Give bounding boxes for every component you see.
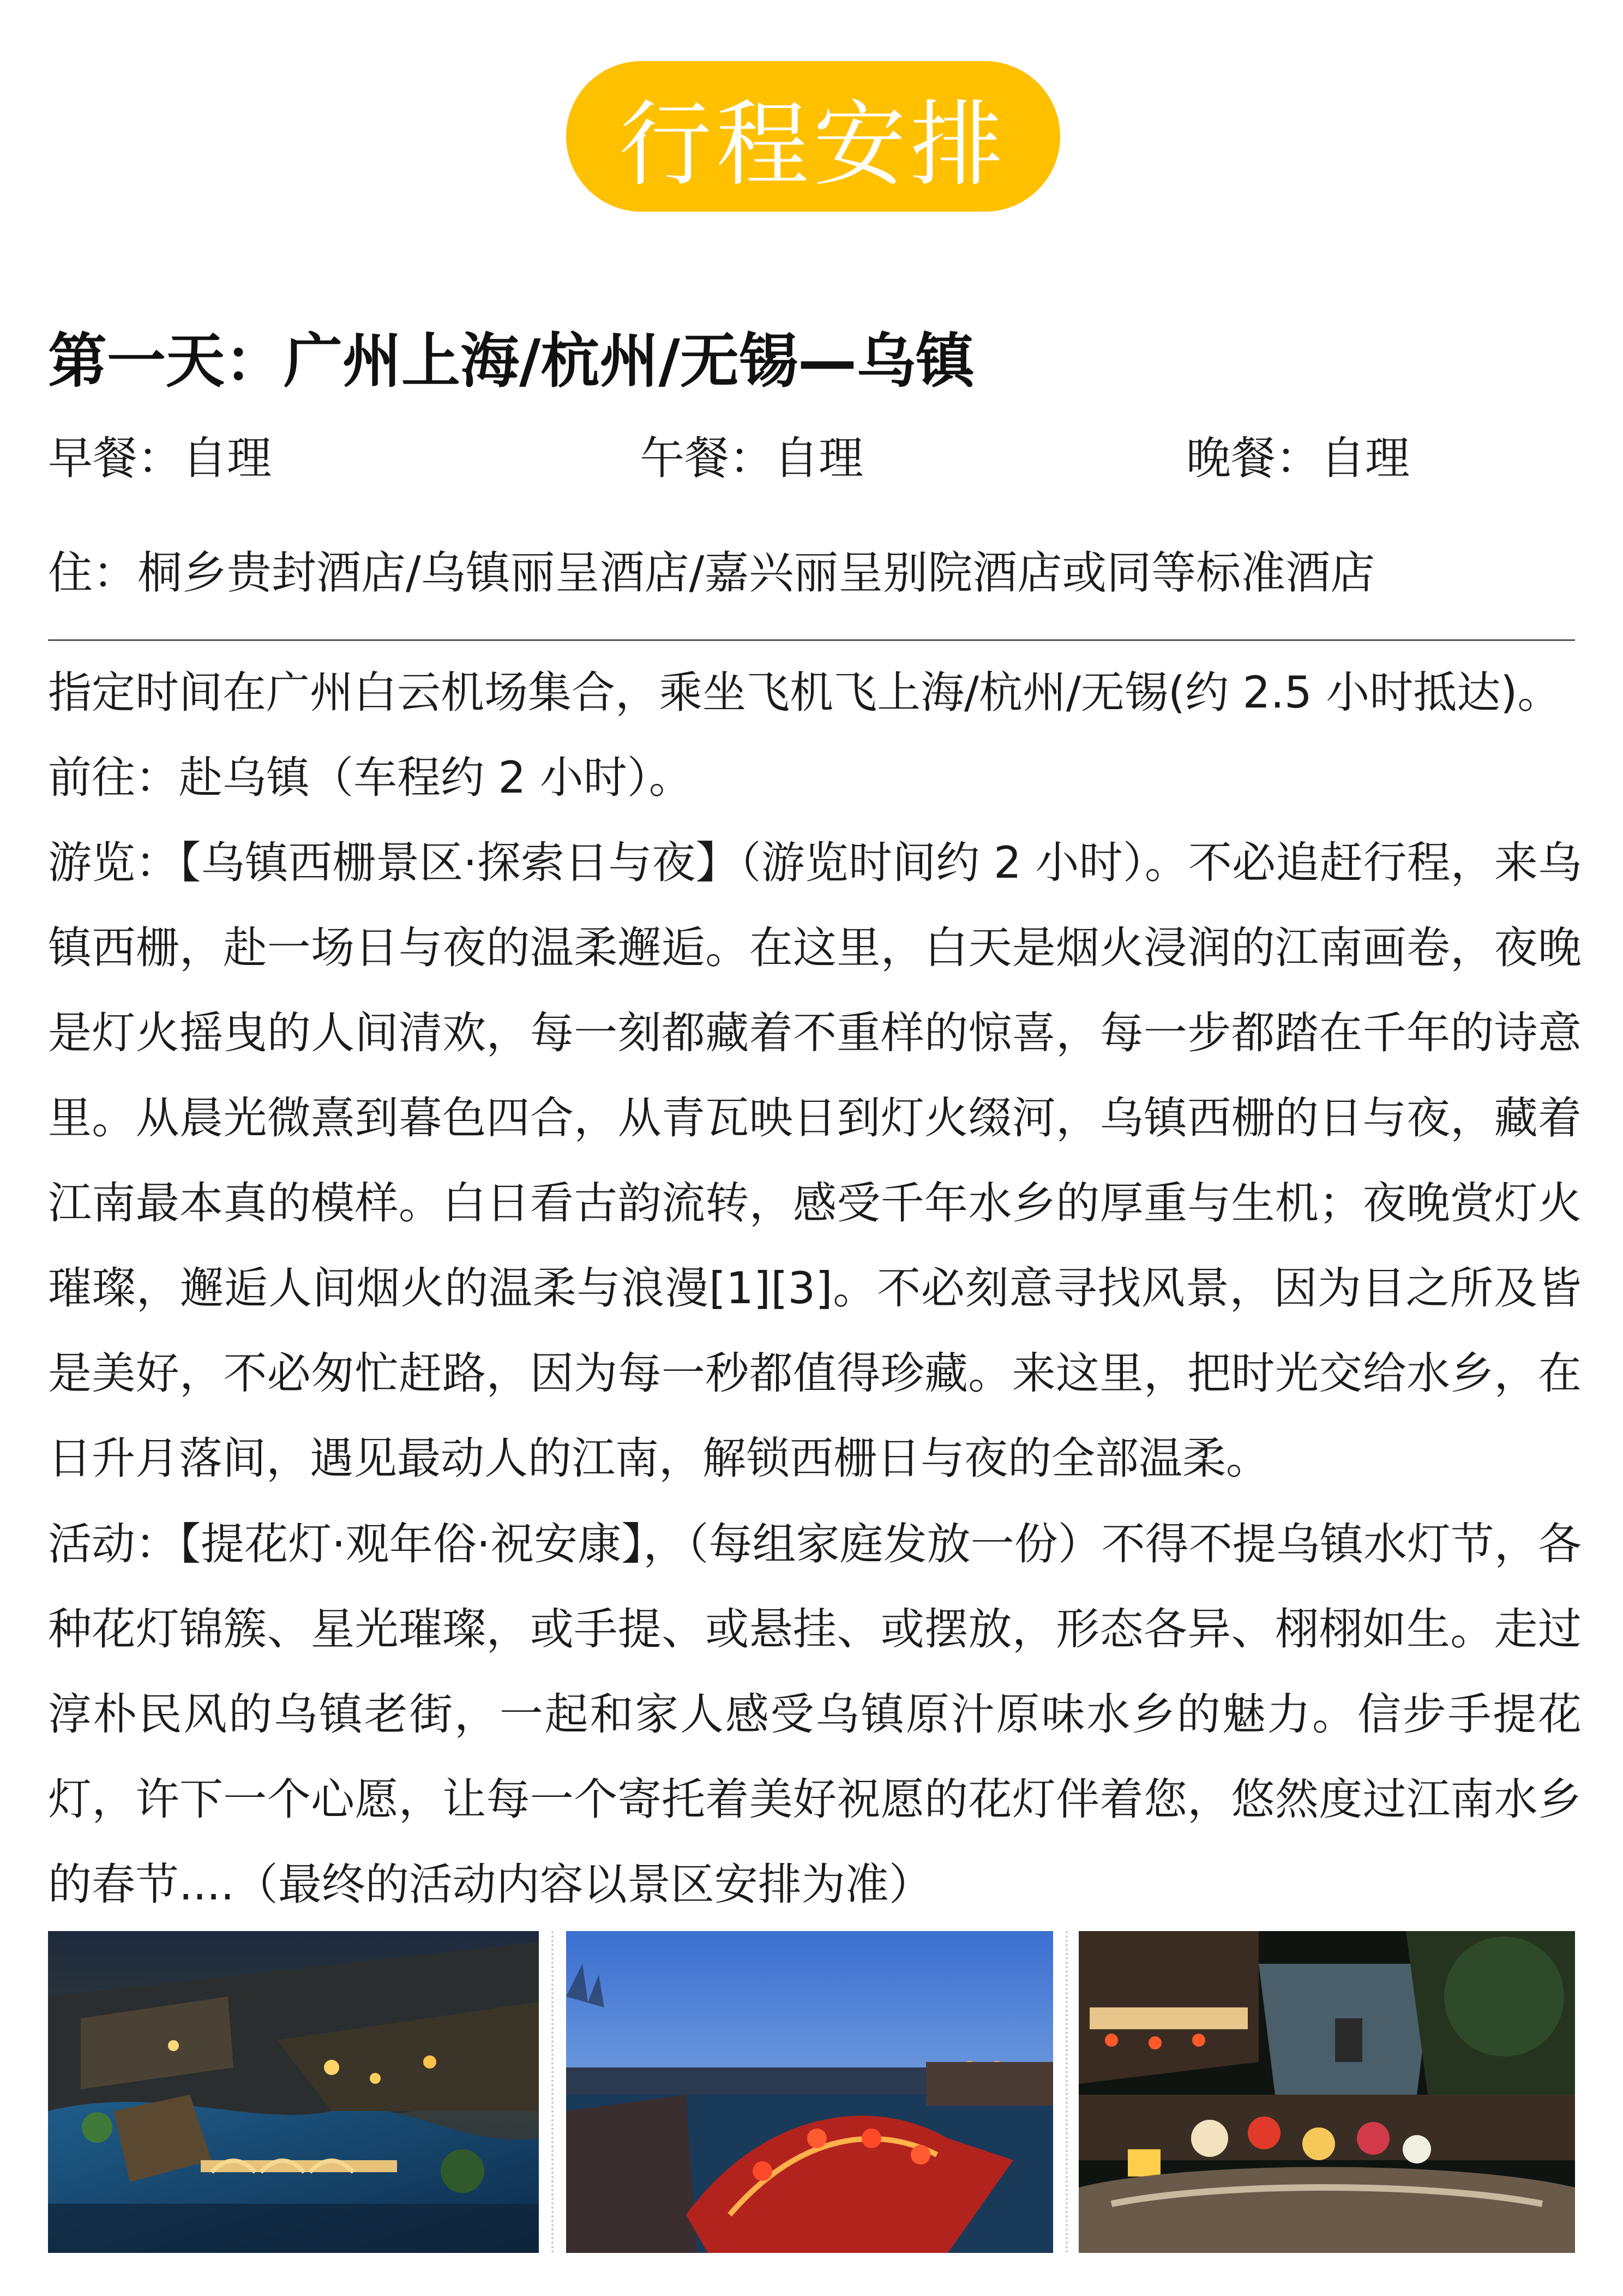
photo-wuzhen-aerial-night <box>48 1931 539 2253</box>
itinerary-paragraph-flight: 指定时间在广州白云机场集合，乘坐飞机飞上海/杭州/无锡(约 2.5 小时抵达)。 <box>48 667 1561 718</box>
itinerary-paragraph-sightseeing: 游览：【乌镇西栅景区·探索日与夜】（游览时间约 2 小时）。不必追赶行程，来乌镇西栅，赴一场日与夜的温柔邂逅。在这里，白天是烟火浸润的江南画卷，夜晚是灯火摇曳的人间清欢，每一刻都藏着不重样的惊喜，每一步都踏在千年的诗意里。从晨光微熹到暮色四合，从青瓦映日到灯火缀河，乌镇西栅的日与夜，藏着江南最本真的模样。白日看古韵流转，感受千年水乡的厚重与生机；夜晚赏灯火璀璨，邂逅人间烟火的温柔与浪漫[1][3]。不必刻意寻找风景，因为目之所及皆是美好，不必匆忙赶路，因为每一秒都值得珍藏。来这里，把时光交给水乡，在日升月落间，遇见最动人的江南，解锁西栅日与夜的全部温柔。 <box>48 837 1582 1484</box>
photo-lantern-bridge-dusk <box>566 1931 1053 2253</box>
lunch-info: 午餐：自理 <box>640 433 864 484</box>
dinner-info: 晚餐：自理 <box>1186 433 1410 484</box>
itinerary-paragraph-transfer: 前往：赴乌镇（车程约 2 小时）。 <box>48 752 693 803</box>
photo-night-canal-performers <box>1079 1931 1575 2253</box>
photo-separator <box>1066 1931 1068 2253</box>
itinerary-paragraph-activity: 活动：【提花灯·观年俗·祝安康】，（每组家庭发放一份）不得不提乌镇水灯节，各种花灯锦簇、星光璀璨，或手提、或悬挂、或摆放，形态各异、栩栩如生。走过淳朴民风的乌镇老街，一起和家人感受乌镇原汁原味水乡的魅力。信步手提花灯，许下一个心愿，让每一个寄托着美好祝愿的花灯伴着您，悠然度过江南水乡的春节....（最终的活动内容以景区安排为准） <box>48 1519 1582 1910</box>
breakfast-info: 早餐：自理 <box>48 433 272 484</box>
section-title: 行程安排 <box>618 91 1007 199</box>
day-title: 第一天：广州上海/杭州/无锡—乌镇 <box>48 327 975 395</box>
section-title-badge <box>566 61 1060 212</box>
photo-separator <box>551 1931 554 2253</box>
hotel-info: 住：桐乡贵封酒店/乌镇丽呈酒店/嘉兴丽呈别院酒店或同等标准酒店 <box>48 547 1375 599</box>
divider <box>48 639 1575 641</box>
